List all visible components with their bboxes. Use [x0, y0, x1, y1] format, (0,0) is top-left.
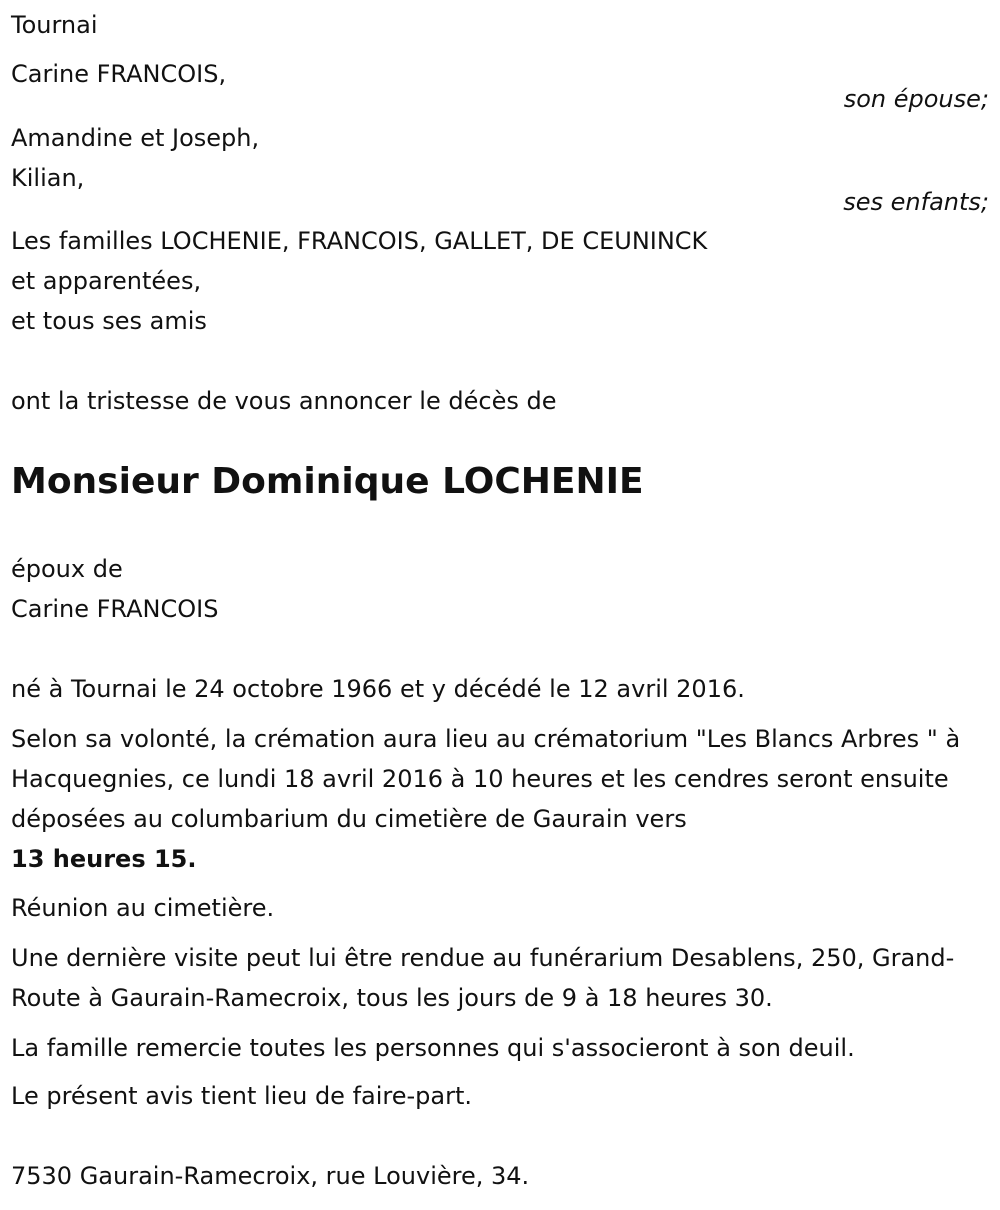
child-name: Kilian, [11, 164, 85, 192]
address: 7530 Gaurain-Ramecroix, rue Louvière, 34. [11, 1162, 530, 1190]
spouse-of-label: époux de [11, 555, 123, 583]
children-role: ses enfants; [843, 188, 989, 216]
ceremony-text: Selon sa volonté, la crémation aura lieu au crématorium "Les Blancs Arbres " à Hacquegnies, ce lundi 18 avril 2016 à 10 heures et les cendres seront ensuite déposées au columbarium du cimetière de Gaurain vers [11, 725, 961, 833]
visit-paragraph: Une dernière visite peut lui être rendue au funérarium Desablens, 250, Grand-Route à Gaurain-Ramecroix, tous les jours de 9 à 18 heures 30. [11, 944, 955, 1012]
spouse-name: Carine FRANCOIS, [11, 60, 227, 88]
spouse-of-name: Carine FRANCOIS [11, 595, 219, 623]
ceremony-paragraph [11, 719, 996, 879]
families-line: et apparentées, [11, 267, 202, 295]
spouse-role: son épouse; [843, 85, 989, 113]
families-line: Les familles LOCHENIE, FRANCOIS, GALLET, DE CEUNINCK [11, 227, 708, 255]
deceased-name: Monsieur Dominique LOCHENIE [11, 461, 644, 502]
child-name: Amandine et Joseph, [11, 124, 260, 152]
ceremony-time: 13 heures 15. [11, 845, 197, 873]
birth-death: né à Tournai le 24 octobre 1966 et y décédé le 12 avril 2016. [11, 675, 745, 703]
meeting: Réunion au cimetière. [11, 894, 275, 922]
announcement: ont la tristesse de vous annoncer le décès de [11, 387, 557, 415]
families-line: et tous ses amis [11, 307, 207, 335]
city: Tournai [11, 11, 98, 39]
notice: Le présent avis tient lieu de faire-part. [11, 1082, 473, 1110]
thanks: La famille remercie toutes les personnes qui s'associeront à son deuil. [11, 1034, 855, 1062]
